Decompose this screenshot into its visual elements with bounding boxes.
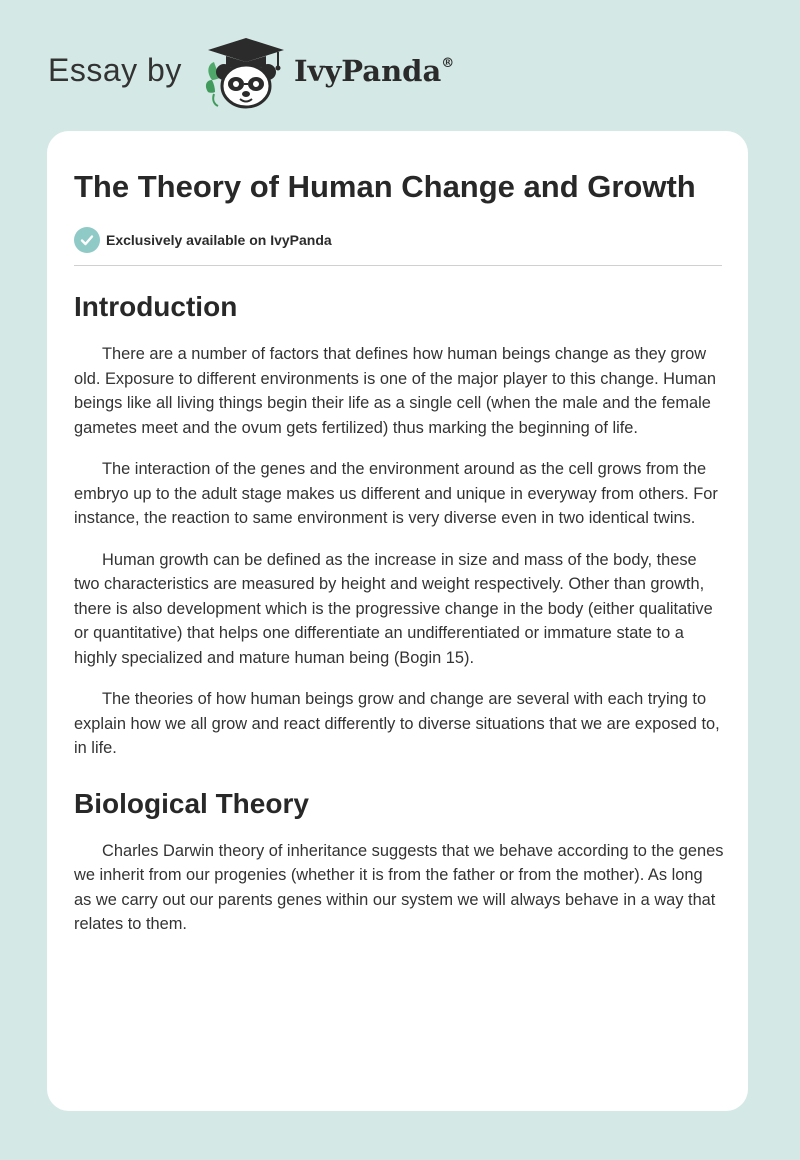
brand-name[interactable]: [294, 54, 454, 88]
essay-content: [74, 131, 724, 937]
paragraph: The theories of how human beings grow and change are several with each trying to explain how we all grow and react differently to diverse situations that we are exposed to, in life.: [74, 690, 720, 757]
paragraph: The interaction of the genes and the environment around as the cell grows from the embryo up to the adult stage makes us different and unique in everyway from others. For instance, the reaction to same environment is very diverse even in two identical twins.: [74, 460, 718, 527]
title-divider: [74, 265, 722, 266]
exclusive-label: Exclusively available on IvyPanda: [106, 232, 332, 248]
check-icon: [80, 233, 94, 247]
paragraph: There are a number of factors that defines how human beings change as they grow old. Exposure to different environments is one of the major player to this change. Human beings like all living things begin their life as a single cell (when the male and the female gametes meet and the ovum gets fertilized) thus marking the beginning of life.: [74, 345, 717, 437]
section-heading-biological-theory: Biological Theory: [74, 787, 309, 819]
panda-logo-icon: [202, 34, 290, 110]
paragraph: Charles Darwin theory of inheritance suggests that we behave according to the genes we inherit from our progenies (whether it is from the father or from the mother). As long as we carry out our parents genes within our system we will always behave in a way that relates to them.: [74, 841, 724, 933]
trademark-symbol: ®: [441, 56, 455, 71]
essay-card: [47, 131, 748, 1111]
site-header: [48, 34, 508, 110]
exclusive-badge: [74, 227, 724, 253]
essay-by-label: Essay by: [48, 52, 182, 88]
section-heading-introduction: Introduction: [74, 291, 238, 322]
brand-text: IvyPanda: [294, 54, 442, 88]
check-badge-icon: [74, 227, 100, 253]
paragraph: Human growth can be defined as the increase in size and mass of the body, these two characteristics are measured by height and weight respectively. Other than growth, there is also development which is the progressive change in the body (either qualitative or quantitative) that helps one differentiate an undifferentiated or immature state to a highly specialized and mature human being (Bogin 15).: [74, 550, 713, 667]
essay-title: The Theory of Human Change and Growth: [74, 169, 696, 204]
